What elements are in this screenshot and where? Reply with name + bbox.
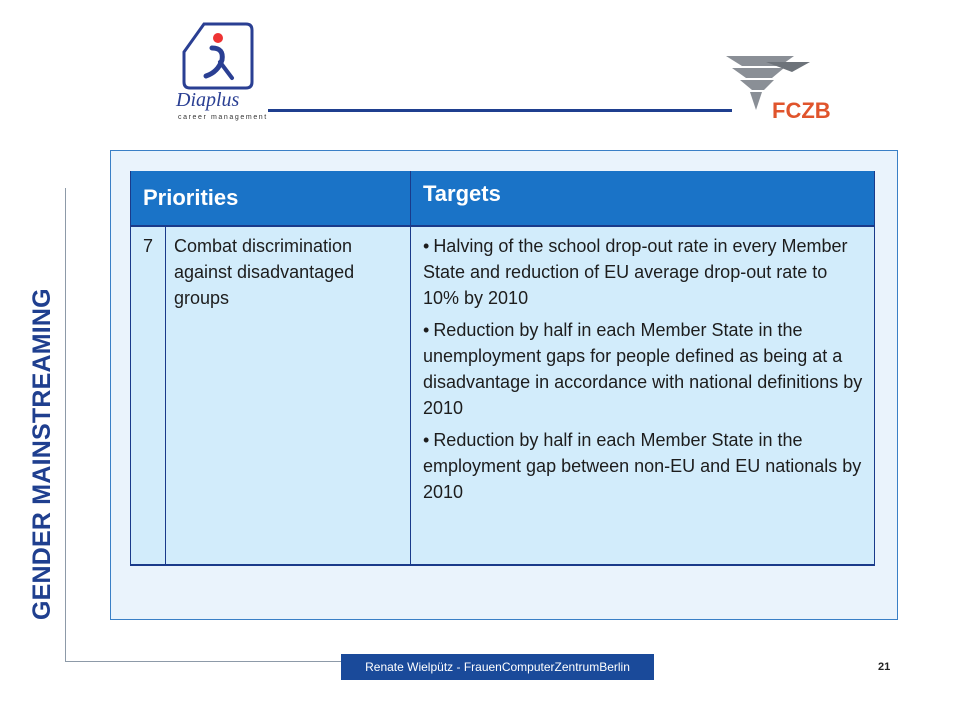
diaplus-logo-name: Diaplus <box>176 89 240 111</box>
priority-text: Combat discrimination against disadvantaged groups <box>166 226 411 565</box>
bullet-glyph: • <box>423 430 430 450</box>
priority-number: 7 <box>131 226 166 565</box>
target-item <box>419 427 866 505</box>
footer-author: Renate Wielpütz - FrauenComputerZentrumBerlin <box>341 654 654 680</box>
target-text: Reduction by half in each Member State in the employment gap between non-EU and EU nationals by 2010 <box>423 430 862 502</box>
header-targets: Targets <box>411 171 875 226</box>
bullet-glyph: • <box>423 236 430 256</box>
table-header-row <box>131 171 875 226</box>
bullet-glyph: • <box>423 320 430 340</box>
priorities-table <box>130 171 875 566</box>
frame-vertical-line <box>65 188 66 662</box>
fczb-logo-name: FCZB <box>772 98 831 122</box>
diaplus-logo <box>160 22 270 126</box>
target-text: Halving of the school drop-out rate in every Member State and reduction of EU average drop-out rate to 10% by 2010 <box>423 236 848 308</box>
page-number: 21 <box>878 661 891 673</box>
top-rule <box>268 109 732 112</box>
table-row <box>131 226 875 565</box>
side-title: GENDER MAINSTREAMING <box>28 288 56 620</box>
target-item <box>419 317 866 421</box>
target-text: Reduction by half in each Member State in the unemployment gaps for people defined as being at a disadvantage in accordance with national definitions by 2010 <box>423 320 863 418</box>
targets-cell <box>411 226 875 565</box>
header-priorities: Priorities <box>131 171 411 226</box>
frame-horizontal-line <box>65 661 341 662</box>
diaplus-logo-tagline: career management <box>178 114 268 121</box>
target-item <box>419 233 866 311</box>
fczb-logo <box>722 50 832 122</box>
